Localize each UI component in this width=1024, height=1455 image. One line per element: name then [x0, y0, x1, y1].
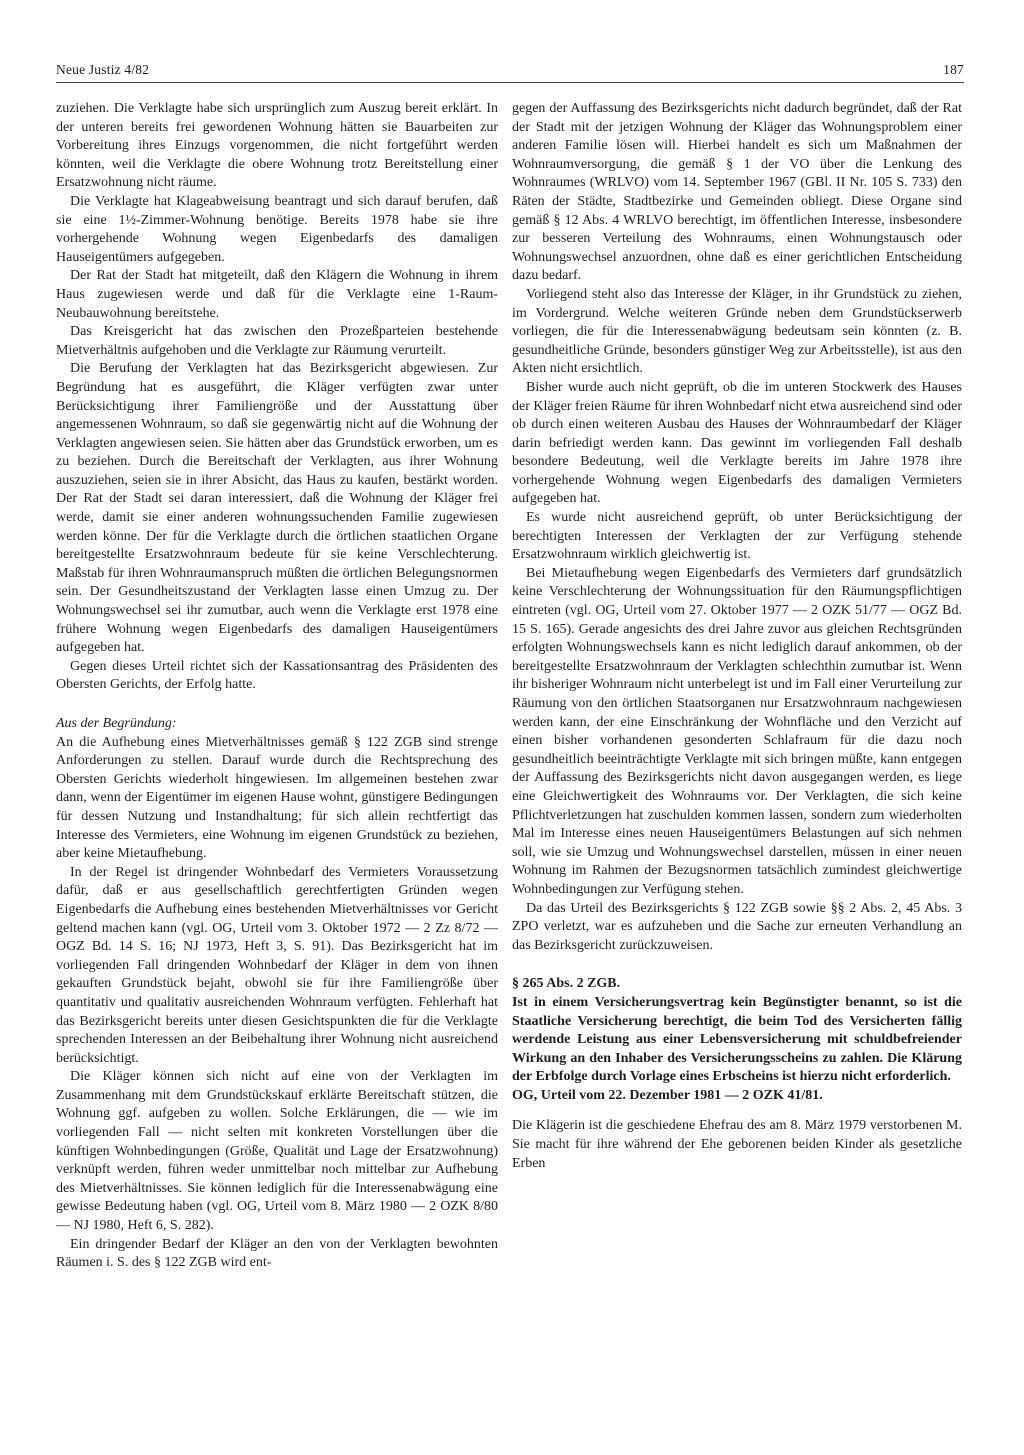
- section-subheading: Aus der Begründung:: [56, 716, 177, 731]
- leitsatz: Ist in einem Versicherungsvertrag kein Begünstigter benannt, so ist die Staatliche Versicherung berechtigt, die beim Tod des Versicherten fällig werdende Leistung aus einer Lebensversicherung mit schuldbefreiender Wirkung an den Inhaber des Versicherungsscheins zu zahlen. Die Klärung der Erbfolge durch Vorlage eines Erbscheins ist hierzu nicht erforderlich.: [512, 994, 962, 1085]
- paragraph: Die Berufung der Verklagten hat das Bezirksgericht abgewiesen. Zur Begründung hat es ausgeführt, die Kläger verfügten zwar unter Berücksichtigung ihrer Familiengröße und der Ausstattung über angemessenen Wohnraum, so daß sie gegenwärtig nicht auf die Wohnung der Verklagten angewiesen seien. Sie hätten aber das Grundstück erworben, um es zu beziehen. Durch die Bereitschaft der Verklagten, aus ihrer Wohnung auszuziehen, seien sie in ihrer Absicht, das Haus zu kaufen, bestärkt worden. Der Rat der Stadt sei daran interessiert, daß die Wohnung der Kläger frei werde, damit sie einer anderen wohnungssuchenden Familie zugewiesen werden könne. Der für die Verklagte durch die örtlichen staatlichen Organe bereitgestellte Ersatzwohnraum bedeute für sie keine Verschlechterung. Maßstab für ihren Wohnraumanspruch müßten die örtlichen Belegungsnormen sein. Der Gesundheitszustand der Verklagten lasse einen Umzug zu. Der Wohnungswechsel sei ihr zumutbar, auch wenn die Verklagte erst 1978 eine frühere Wohnung wegen Eigenbedarfs des damaligen Hauseigentümers aufgegeben hat.: [56, 361, 498, 656]
- paragraph: Die Klägerin ist die geschiedene Ehefrau des am 8. März 1979 verstorbenen M. Sie macht für ihre während der Ehe geborenen beiden Kinder als gesetzliche Erben: [512, 1118, 962, 1171]
- paragraph: Die Kläger können sich nicht auf eine von der Verklagten im Zusammenhang mit dem Grundstückskauf erklärte Bereitschaft stützen, die Wohnung ggf. aufgeben zu wollen. Solche Erklärungen, die — wie im vorliegenden Fall — nicht selten mit konkreten Vorstellungen über die künftigen Wohnbedingungen (Größe, Qualität und Lage der Ersatzwohnung) verknüpft werden, führen weder unmittelbar noch mittelbar zur Aufhebung des Mietverhältnisses. Sie können lediglich für die Interessenabwägung eine gewisse Bedeutung haben (vgl. OG, Urteil vom 8. März 1980 — 2 OZK 8/80 — NJ 1980, Heft 6, S. 282).: [56, 1069, 498, 1234]
- paragraph: zuziehen. Die Verklagte habe sich ursprünglich zum Auszug bereit erklärt. In der unteren bereits frei gewordenen Wohnung hätten sie Bauarbeiten zur Vorbereitung ihres Einzugs vorgenommen, die nicht fortgeführt werden könnten, weil die Verklagte die obere Wohnung trotz Bereitstellung einer Ersatzwohnung nicht räume.: [56, 101, 498, 191]
- paragraph: Vorliegend steht also das Interesse der Kläger, in ihr Grundstück zu ziehen, im Vordergrund. Welche weiteren Gründe neben dem Grundstückserwerb vorliegen, die für die Interessenabwägung bedeutsam sein könnten (z. B. gesundheitliche Gründe, besonders günstiger Weg zur Arbeitsstelle), ist aus den Akten nicht ersichtlich.: [512, 286, 962, 377]
- page-header: [56, 62, 964, 83]
- paragraph: Gegen dieses Urteil richtet sich der Kassationsantrag des Präsidenten des Obersten Gerichts, der Erfolg hatte.: [56, 658, 498, 693]
- paragraph: Der Rat der Stadt hat mitgeteilt, daß den Klägern die Wohnung in ihrem Haus zugewiesen werde und daß für die Verklagte eine 1-Raum-Neubauwohnung bereitstehe.: [56, 268, 498, 321]
- paragraph: Die Verklagte hat Klageabweisung beantragt und sich darauf berufen, daß sie eine 1½-Zimmer-Wohnung benötige. Bereits 1978 habe sie ihre vorhergehende Wohnung wegen Eigenbedarfs des damaligen Hauseigentümers aufgegeben.: [56, 193, 498, 265]
- paragraph: gegen der Auffassung des Bezirksgerichts nicht dadurch begründet, daß der Rat der Stadt mit der jetzigen Wohnung der Kläger das Wohnungsproblem einer anderen Familie lösen will. Hierbei handelt es sich um Maßnahmen der Wohnraumversorgung, die gemäß § 1 der VO über die Lenkung des Wohnraumes (WRLVO) vom 14. September 1967 (GBl. II Nr. 105 S. 733) den Räten der Städte, Stadtbezirke und Gemeinden obliegt. Diese Organe sind gemäß § 12 Abs. 4 WRLVO berechtigt, im öffentlichen Interesse, insbesondere zur besseren Verteilung des Wohnraums, einen Wohnungstausch oder Wohnungswechsel anzuordnen, ohne daß es einer gerichtlichen Entscheidung dazu bedarf.: [512, 101, 962, 284]
- left-column: [56, 100, 498, 1273]
- right-column: [512, 100, 962, 1173]
- paragraph: Das Kreisgericht hat das zwischen den Prozeßparteien bestehende Mietverhältnis aufgehoben und die Verklagte zur Räumung verurteilt.: [56, 324, 498, 358]
- journal-title: Neue Justiz 4/82: [56, 62, 150, 77]
- paragraph: Bisher wurde auch nicht geprüft, ob die im unteren Stockwerk des Hauses der Kläger freien Räume für ihren Wohnbedarf nicht etwa ausreichend sind oder ob durch einen weiteren Ausbau des Hauses der Wohnraumbedarf der Kläger darin befriedigt werden kann. Das gewinnt im vorliegenden Fall deshalb besondere Bedeutung, weil die Verklagte bereits im Jahre 1978 ihre vorhergehende Wohnung wegen Eigenbedarfs des damaligen Vermieters aufgegeben hat.: [512, 379, 962, 507]
- paragraph: Es wurde nicht ausreichend geprüft, ob unter Berücksichtigung der berechtigten Interessen der Verklagten der zur Verfügung stehende Ersatzwohnraum wirklich gleichwertig ist.: [512, 510, 962, 563]
- page-number: 187: [943, 62, 964, 77]
- paragraph: Da das Urteil des Bezirksgerichts § 122 ZGB sowie §§ 2 Abs. 2, 45 Abs. 3 ZPO verletzt, war es aufzuheben und die Sache zur erneuten Verhandlung an das Bezirksgericht zurückzuweisen.: [512, 900, 962, 953]
- paragraph: In der Regel ist dringender Wohnbedarf des Vermieters Voraussetzung dafür, daß er aus gesellschaftlich gerechtfertigten Gründen wegen Eigenbedarfs die Aufhebung eines bestehenden Mietverhältnisses vor Gericht geltend machen kann (vgl. OG, Urteil vom 3. Oktober 1972 — 2 Zz 8/72 — OGZ Bd. 14 S. 16; NJ 1973, Heft 3, S. 91). Das Bezirksgericht hat im vorliegenden Fall dringenden Wohnbedarf der Kläger in dem von ihnen gekauften Grundstück bejaht, obwohl sie für ihre Familiengröße über quantitativ und qualitativ ausreichenden Wohnraum verfügten. Fehlerhaft hat das Bezirksgericht bereits unter diesen Gesichtspunkten die für die Verklagte sprechenden Interessen an der Beibehaltung ihrer Wohnung nicht ausreichend berücksichtigt.: [56, 864, 498, 1066]
- paragraph: Ein dringender Bedarf der Kläger an den von der Verklagten bewohnten Räumen i. S. des § 122 ZGB wird ent-: [56, 1236, 498, 1271]
- case-citation: OG, Urteil vom 22. Dezember 1981 — 2 OZK 41/81.: [512, 1087, 823, 1103]
- paragraph: Bei Mietaufhebung wegen Eigenbedarfs des Vermieters darf grundsätzlich keine Verschlechterung der Wohnungssituation für den Räumungspflichtigen eintreten (vgl. OG, Urteil vom 27. Oktober 1977 — 2 OZK 51/77 — OGZ Bd. 15 S. 165). Gerade angesichts des drei Jahre zuvor aus gleichen Rechtsgründen erfolgten Wohnungswechsels kann es nicht lediglich darauf ankommen, ob der bereitgestellte Ersatzwohnraum der Verklagten schlechthin zumutbar ist. Wenn ihr bisheriger Wohnraum nicht unterbelegt ist und im Fall einer Verurteilung zur Räumung von den örtlichen Staatsorganen nur Ersatzwohnraum nachgewiesen werden kann, der eine Einschränkung der Wohnfläche und den Verzicht auf einen bisher vorhandenen gesonderten Schlafraum für die dazu noch gesundheitlich beeinträchtigte Verklagte mit sich bringen müßte, kann entgegen der Auffassung des Bezirksgerichts nicht davon ausgegangen werden, es liege eine Gleichwertigkeit des Wohnraums vor. Der Verklagten, die sich keine Pflichtverletzungen hat zuschulden kommen lassen, sondern zum wiederholten Mal im Interesse eines neuen Hauseigentümers Belastungen auf sich nehmen soll, wie sie Umzug und Wohnungswechsel darstellen, müssen in einer neuen Wohnung im Rahmen der Bezugsnormen tatsächlich zumindest gleichwertige Wohnbedingungen zur Verfügung stehen.: [512, 565, 962, 897]
- paragraph: An die Aufhebung eines Mietverhältnisses gemäß § 122 ZGB sind strenge Anforderungen zu stellen. Darauf wurde durch die Rechtsprechung des Obersten Gerichts wiederholt hingewiesen. Im allgemeinen bestehen zwar dann, wenn der Eigentümer im eigenen Hause wohnt, günstigere Bedingungen für dessen Nutzung und Instandhaltung; für sich allein rechtfertigt das Interesse des Vermieters, eine Wohnung im eigenen Grundstück zu beziehen, aber keine Mietaufhebung.: [56, 734, 498, 862]
- section-heading: § 265 Abs. 2 ZGB.: [512, 976, 621, 992]
